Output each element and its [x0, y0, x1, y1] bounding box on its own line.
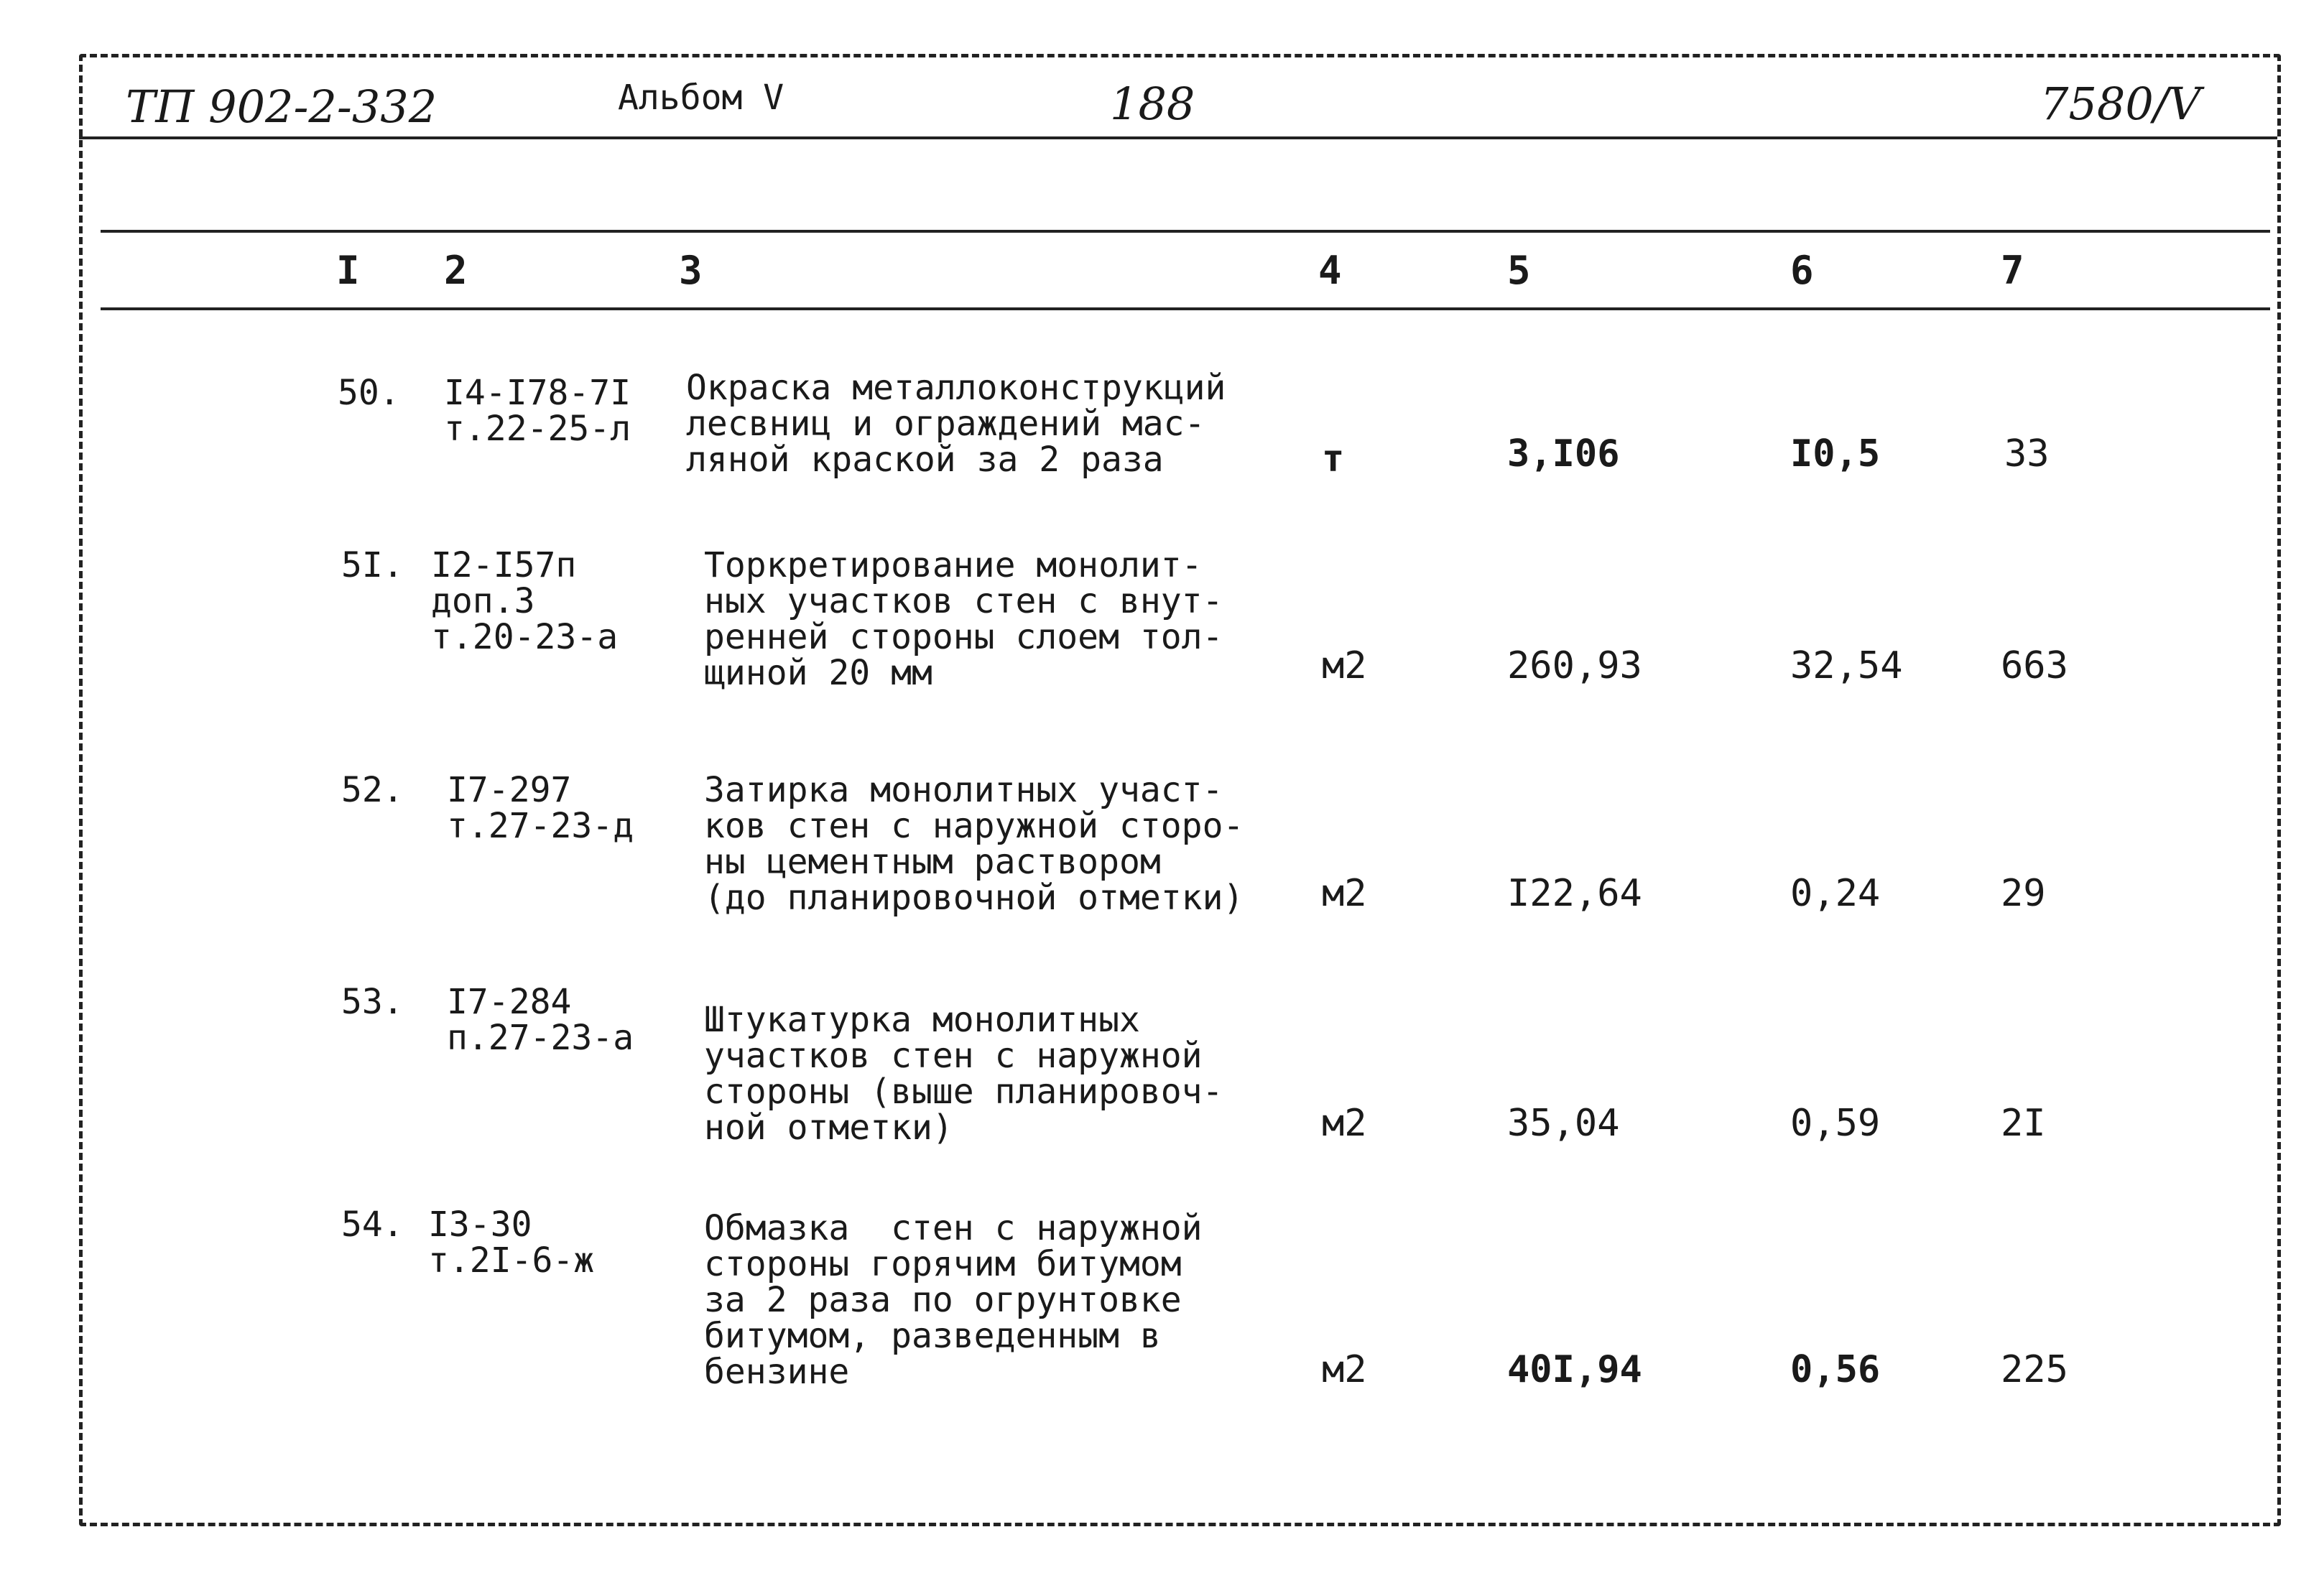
- table-header-rule: [101, 307, 2270, 310]
- unit: м2: [1322, 1348, 1367, 1391]
- norm-code: I7-297 т.27-23-д: [447, 770, 634, 846]
- column-number-3: 3: [679, 248, 703, 293]
- row-number: 54.: [341, 1205, 404, 1245]
- total-cost: 33: [2004, 432, 2050, 475]
- document-number: 7580/V: [2040, 78, 2201, 130]
- norm-code: I4-I78-7I т.22-25-л: [444, 373, 631, 449]
- work-description: Штукатурка монолитных участков стен с наружной стороны (выше планировоч- ной отметки): [704, 1000, 1223, 1148]
- unit-price: 0,24: [1790, 872, 1881, 915]
- quantity: 40I,94: [1507, 1348, 1642, 1391]
- total-cost: 29: [2001, 872, 2046, 915]
- quantity: 3,I06: [1507, 432, 1620, 475]
- work-description: Окраска металлоконструкций лесвниц и ограждений мас- ляной краской за 2 раза: [686, 368, 1226, 480]
- album-label: Альбом V: [618, 78, 784, 118]
- table-top-rule: [101, 230, 2270, 233]
- unit: т: [1322, 437, 1345, 481]
- norm-code: I2-I57п доп.3 т.20-23-а: [431, 545, 619, 657]
- row-number: 52.: [341, 770, 404, 810]
- quantity: 260,93: [1507, 644, 1642, 687]
- total-cost: 2I: [2001, 1102, 2046, 1145]
- column-number-5: 5: [1507, 248, 1531, 293]
- row-number: 53.: [341, 982, 404, 1022]
- norm-code: I7-284 п.27-23-а: [447, 982, 634, 1058]
- column-number-6: 6: [1790, 248, 1814, 293]
- page-number: 188: [1110, 78, 1195, 130]
- work-description: Обмазка стен с наружной стороны горячим битумом за 2 раза по огрунтовке битумом, разведенным в бензине: [704, 1208, 1203, 1392]
- column-number-1: I: [336, 248, 360, 293]
- unit-price: I0,5: [1790, 432, 1881, 475]
- quantity: 35,04: [1507, 1102, 1620, 1145]
- unit-price: 0,56: [1790, 1348, 1881, 1391]
- unit-price: 32,54: [1790, 644, 1903, 687]
- total-cost: 663: [2001, 644, 2068, 687]
- unit: м2: [1322, 644, 1367, 687]
- column-number-2: 2: [444, 248, 468, 293]
- column-number-4: 4: [1318, 248, 1342, 293]
- norm-code: I3-30 т.2I-6-ж: [428, 1205, 595, 1281]
- work-description: Затирка монолитных участ- ков стен с наружной сторо- ны цементным раствором (до планировочной отметки): [704, 770, 1244, 918]
- total-cost: 225: [2001, 1348, 2068, 1391]
- project-code: ТП 902-2-332: [126, 80, 438, 133]
- unit: м2: [1322, 1102, 1367, 1145]
- work-description: Торкретирование монолит- ных участков стен с внут- ренней стороны слоем тол- щиной 20 мм: [704, 545, 1223, 693]
- row-number: 5I.: [341, 545, 404, 585]
- header-rule: [79, 136, 2277, 139]
- column-number-7: 7: [2001, 248, 2024, 293]
- unit-price: 0,59: [1790, 1102, 1881, 1145]
- unit: м2: [1322, 872, 1367, 915]
- quantity: I22,64: [1507, 872, 1642, 915]
- row-number: 50.: [338, 373, 400, 413]
